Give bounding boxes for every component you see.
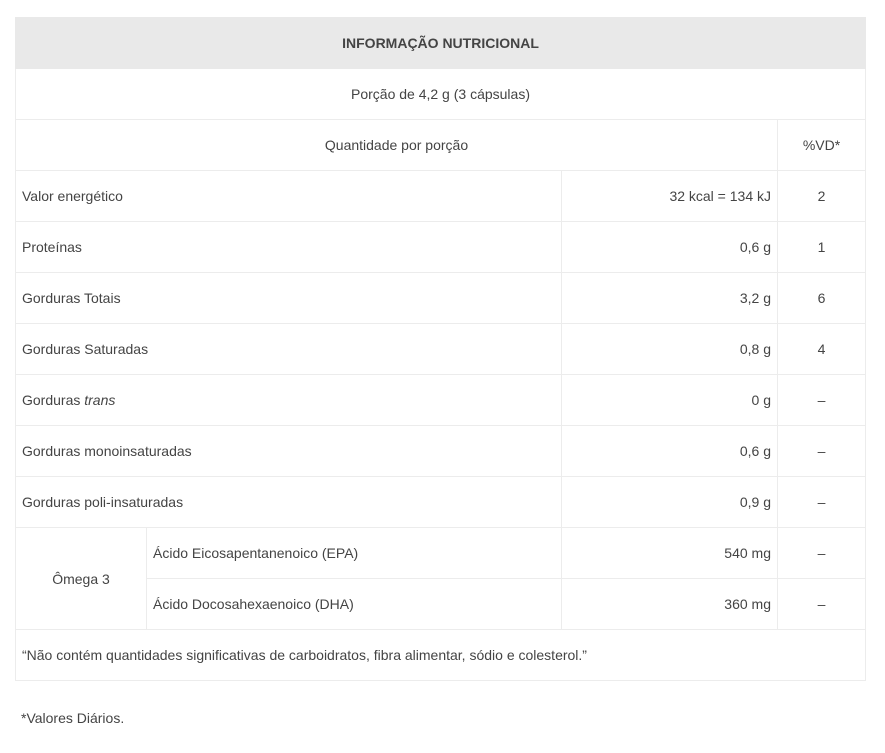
nutrient-amount: 0,6 g	[562, 426, 778, 477]
nutrient-name: Ácido Eicosapentanenoico (EPA)	[147, 528, 562, 579]
table-row	[16, 171, 866, 222]
nutrient-vd: –	[778, 528, 866, 579]
header-row	[16, 120, 866, 171]
table-row	[16, 477, 866, 528]
note-row	[16, 630, 866, 681]
nutrient-name: Ácido Docosahexaenoico (DHA)	[147, 579, 562, 630]
nutrient-name-italic: trans	[84, 392, 116, 408]
nutrient-vd: 1	[778, 222, 866, 273]
nutrition-table	[15, 17, 866, 681]
table-title-row	[16, 18, 866, 69]
omega-group-label: Ômega 3	[16, 528, 147, 630]
nutrient-name	[16, 375, 562, 426]
table-row	[16, 528, 866, 579]
table-title: INFORMAÇÃO NUTRICIONAL	[16, 18, 866, 69]
nutrient-amount: 360 mg	[562, 579, 778, 630]
nutrient-amount: 3,2 g	[562, 273, 778, 324]
table-note: “Não contém quantidades significativas de carboidratos, fibra alimentar, sódio e colesterol.”	[16, 630, 866, 681]
nutrient-vd: 6	[778, 273, 866, 324]
table-row	[16, 426, 866, 477]
nutrient-name: Gorduras monoinsaturadas	[16, 426, 562, 477]
table-row	[16, 222, 866, 273]
nutrient-amount: 0 g	[562, 375, 778, 426]
nutrient-name-prefix: Gorduras	[22, 392, 85, 408]
portion-row	[16, 69, 866, 120]
nutrient-vd: –	[778, 426, 866, 477]
nutrient-vd: –	[778, 375, 866, 426]
nutrient-name: Valor energético	[16, 171, 562, 222]
quantity-header: Quantidade por porção	[16, 120, 778, 171]
vd-header: %VD*	[778, 120, 866, 171]
portion-text: Porção de 4,2 g (3 cápsulas)	[16, 69, 866, 120]
nutrient-vd: –	[778, 579, 866, 630]
nutrient-amount: 32 kcal = 134 kJ	[562, 171, 778, 222]
nutrient-name: Proteínas	[16, 222, 562, 273]
nutrient-name: Gorduras Saturadas	[16, 324, 562, 375]
nutrient-vd: 2	[778, 171, 866, 222]
nutrient-vd: 4	[778, 324, 866, 375]
nutrient-amount: 0,6 g	[562, 222, 778, 273]
nutrient-amount: 0,8 g	[562, 324, 778, 375]
footnote: *Valores Diários.	[21, 710, 125, 726]
nutrient-amount: 540 mg	[562, 528, 778, 579]
nutrient-amount: 0,9 g	[562, 477, 778, 528]
table-row	[16, 324, 866, 375]
nutrient-name: Gorduras Totais	[16, 273, 562, 324]
nutrient-vd: –	[778, 477, 866, 528]
table-row	[16, 375, 866, 426]
table-row	[16, 273, 866, 324]
nutrient-name: Gorduras poli-insaturadas	[16, 477, 562, 528]
